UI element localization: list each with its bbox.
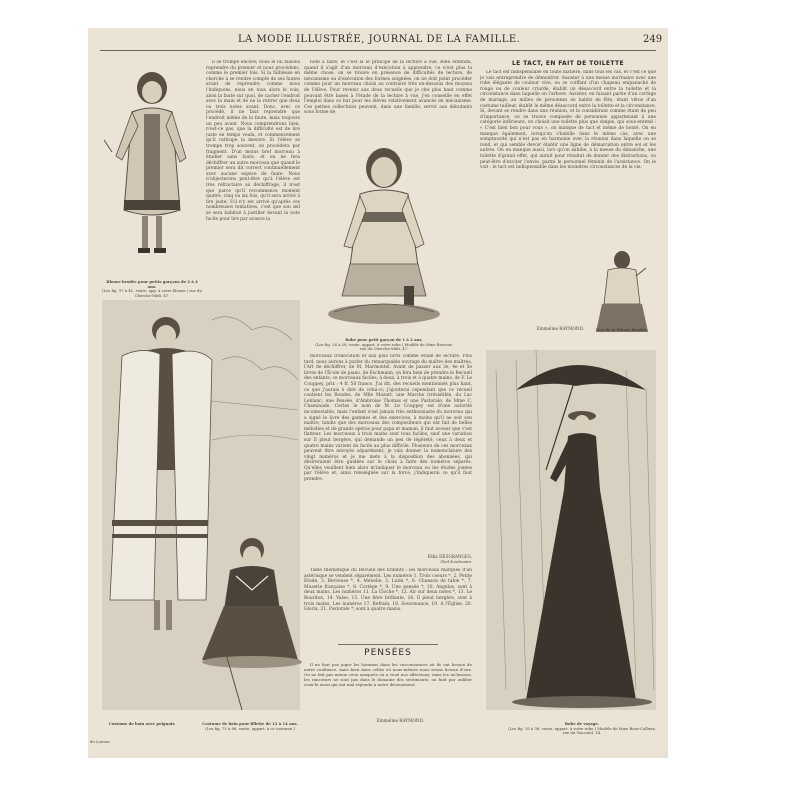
tact-signature: Emmeline RAYMOND. (536, 326, 584, 331)
caption-dos-blouse (588, 328, 656, 333)
caption-robe-petit-garcon-ref: (Les fig. 26 à 28, vente, appart. à votre robe.) Modèle de Mme Bouvoir, rue du Cherche-Midi, 47. (315, 341, 453, 352)
tact-section-title: LE TACT, EN FAIT DE TOILETTE (511, 60, 625, 67)
seated-child-illustration (314, 136, 454, 336)
caption-dos-blouse-title: Dos de la blouse brodée. (595, 327, 649, 332)
bottom-left-fragment: du Louvre. (90, 739, 111, 744)
column-2-top-paragraph: note à faire, et c'est là le principe de la lecture à vue. Bien entendu, quand il s'agit d'un morceau d'exécution à apprendre, ce n'est plus la même chose, on se trouve en présence de difficultés de lecture, de mécanisme ou d'exécution des formes soignées, on ne doit point procéder comme pour un morceau choisi au contraire très en-dessous des moyens de l'élève. Pour revenir aux deux recueils que je cite plus haut comme pouvant être bases à l'étude de la lecture à vue, j'en conseille en effet l'emploi dans ce but pour les élèves relativement avancés en mécanisme. Ces petites collections peuvent, dans une famille, servir aux débutants sous forme de (304, 60, 472, 116)
tact-article-top (480, 70, 656, 246)
caption-costume-bain-title: Costume de bain avec peignoir. (108, 721, 176, 726)
column-1-paragraph: il se trompe encore; nous le lui faisons reprendre du premier et nous procédons, comme le premier fois. Si la faiblesse en cherche à se rendre compte de ses fautes avant de reprendre comme nous l'indiquons, nous en tous alors le voix, ainsi la faute sur quoi, de cacher l'endroit avec la main et de ne la retirer que deux ou trois notes avant. Donc, avec ce procédé, il ne faut reprendre que l'endroit même de la faute, mais toujours un peu avant. Nous comprendrons bien, n'est-ce pas, que la difficulté est de lire juste en temps voulu, et commencement qu'il rattrape la mesure. Si l'élève se trompe trop souvent, on procédera par fragment. D'un moins bref morceau à étudier sans faute, et on ne fera déchiffrer un autre morceau que quand le premier sera dit correct continuellement avec aucune espèce de faute. Nous n'objecterons peut-être qu'à l'élève est très réfractaire au déchiffrage, il n'est que parce qu'il recommence moment quatre, cinq ou six fois, qu'il sera arrivé à lire juste; S'il n'y est arrivé qu'après ces nombreuses tentatives, c'est que son œil se sera habitué à justifier devant la note facile pour lire par avance la (206, 60, 300, 222)
caption-blouse-ref: (Les fig. 97 à 41, vente, app. à votre blouse.) rue du Cherche-Midi, 47. (102, 288, 202, 298)
bathing-costumes-illustration (102, 300, 300, 720)
column-2-lower-paragraph: morceaux d'exécution et aux plus forts comme étude de lecture. Plus tard, nous aurons à parler du remarquable ouvrage du maître des maîtres, l'Art de déchiffrer, de M. Marmontel. Avant de passer aux 3e, 4e et 5e livres de l'École de piano, de Eschmann, on fera bien de prendre le Recueil des enfants; ce morceaux faciles, à deux, à trois et à quatre mains, de F. Le Couppey, prix : 4 fr. 50 franco. J'ai dit, des recueils mentionnés plus haut, ce que j'aurais à dire de celui-ci; j'ajouterai cependant que ce recueil contient les Rondes, de Mlle Mozart, une Marche irrésistible, du Lac Leblanc, une Pensée, d'Ambroise Thomas et une Pastorale, de Mme C. Chaminade. Certes le nom de M. Le Couppey est d'une autorité incontestable, mais l'enfant s'est jamais très enthousiaste du morceau qui a signé le livre des gammes et des exercices, à moins qu'il ne soit son maître, tandis que des morceaux des compositeurs qui ont fait de belles mélodies et de grands opéras pour papa et maman, il faut avouer que c'est flatteur. Les morceaux à trois mains sont tous faciles, sauf une variation sur Il pleut bergère, qui demande un peu de légèreté, ceux à deux et quatre mains varient du facile au plus difficile. Plusieurs de ces morceaux peuvent être envoyés séparément; je vais donner la nomenclature des vingt numéros et je me mets à la disposition des abonnées, qui désireraient être guidées sur le choix à faire des numéros séparés. Qu'elles veuillent bien alors m'indiquer le morceau ou les études jouées par l'élève et, ainsi renseignée sur la force, j'indiquerai ce qu'il faut prendre. (304, 354, 472, 483)
caption-costume-fillette-ref: (Les fig. 75 à 86, vente, appart. à ce costume.) (205, 725, 295, 731)
article-column-2-top (304, 60, 472, 134)
desgranges-signature: Félix DESGRANGES, (427, 554, 472, 559)
pensees-text-block (304, 662, 472, 712)
article-column-2-lower (304, 354, 472, 552)
journal-page (88, 28, 668, 758)
tact-article-text: Le tact est indispensable en toute matière, dans tous les cas, et c'est ce que je vais entreprendre de démontrer. Assister à une messe mortuaire avec une robe élégante de couleur vive, ou se coiffant d'un chapeau empanaché de rouge ou de couleur criarde, établit un désaccord entre la toilette et la circonstance dans laquelle on l'arbore. Assister, en faisant partie d'un cortège de mariage, au milieu de personnes en habits de fête, étant vêtue d'un costume tailleur, établit le même désaccord entre la toilette et la circonstance. Si, devant se rendre dans une réunion, et la considérant comme étant de peu d'importance, on se trouve composée de personnes appartenant à une catégorie inférieure, on choisit une toilette plus que simple, qui sous-entend : « C'est bien bon pour vous », on manque de tact et même de bonté. On en manque également, lorsqu'on s'habille dans le même cas, avec une somptuosité qui n'est pas en harmonie avec la réunion dans laquelle on se rend, et qui semble devoir établir une ligne de démarcation entre soi et les autres. On en manque aussi, lors qu'on exhibe, à la messe du dimanche, une toilette d'grand effet, qui aurait pour résultat de donner des distractions, ou peut-être d'exciter l'envie, parmi le personnel féminin de l'assistance. On le voit : le tact est indispensable dans les moindres circonstances de la vie. (480, 70, 656, 171)
caption-robe-voyage (508, 722, 656, 736)
caption-costume-fillette-title: Costume de bain pour fillette de 12 à 14 ans. (202, 721, 298, 726)
caption-costume-fillette (200, 722, 300, 731)
caption-robe-voyage-title: Robe de voyage. (564, 721, 600, 726)
header-rule (100, 50, 656, 51)
caption-robe-petit-garcon (314, 338, 454, 352)
caption-costume-bain (102, 722, 182, 727)
pensees-text: Il ne faut pas juger les hommes dans les circonstances où ils ont besoin de notre confiance, mais bien dans celles où nous-mêmes nous avons besoin d'eux. On ne fait pas mieux ceux auxquels on a voué nos affections; mais les inclusions, les rancœurs ne sont pas dans le domaine des sentiments; on finit par oublier ceux-là aussi qui ont mal répondu à notre dévouement. (304, 662, 472, 687)
table-thematique (304, 568, 472, 640)
caption-robe-petit-garcon-title: Robe pour petit garçon de 1 à 2 ans. (345, 337, 423, 342)
pensees-signature: Emmeline RAYMOND. (376, 718, 424, 723)
caption-blouse-title: Blouse brodée pour petits garçons de 2 à 4 ans. (106, 279, 198, 289)
blouse-boy-illustration (102, 60, 202, 280)
caption-robe-voyage-ref: (Les fig. 35 à 38, vente, appart. à votre robe.) Modèle de Mme Bose-Calleux, rue du Vaucouil, 14. (508, 725, 656, 736)
pensees-rule-top (338, 644, 438, 645)
page-header-title: LA MODE ILLUSTRÉE, JOURNAL DE LA FAMILLE. (238, 34, 521, 45)
desgranges-signature-role: Chef d'orchestre. (440, 560, 472, 564)
page-number: 249 (643, 34, 663, 45)
caption-blouse (102, 280, 202, 298)
robe-voyage-illustration (486, 350, 656, 720)
pensees-title: PENSÉES (364, 648, 412, 658)
article-column-1 (206, 60, 300, 292)
table-thematique-text: Table thématique du Recueil des Enfants : les morceaux marqués d'un astérisque se vendent séparément. Les numéros 1. Trois coeurs *, 2. Petite Étude, 3. Berceuse *, 4. Mélodie, 5. Lutin *, 6. Chanson de table *, 7. Musette française *, 8. Cortège *, 9. Une pensée *, 10. Angelus, sont à deux mains. Les numéros 11. La Cloche *, 12. Air sur deux notes *, 13. Le Bourdon, 14. Valse, 15. Une fière brillante, 16. Il pleut bergère, sont à trois mains. Les numéros 17. Refrain, 18. Souvenance, 19. A l'Église, 20. Gloria, 21. Pastorale *, sont à quatre mains. (304, 568, 472, 613)
blouse-back-illustration (588, 246, 656, 336)
